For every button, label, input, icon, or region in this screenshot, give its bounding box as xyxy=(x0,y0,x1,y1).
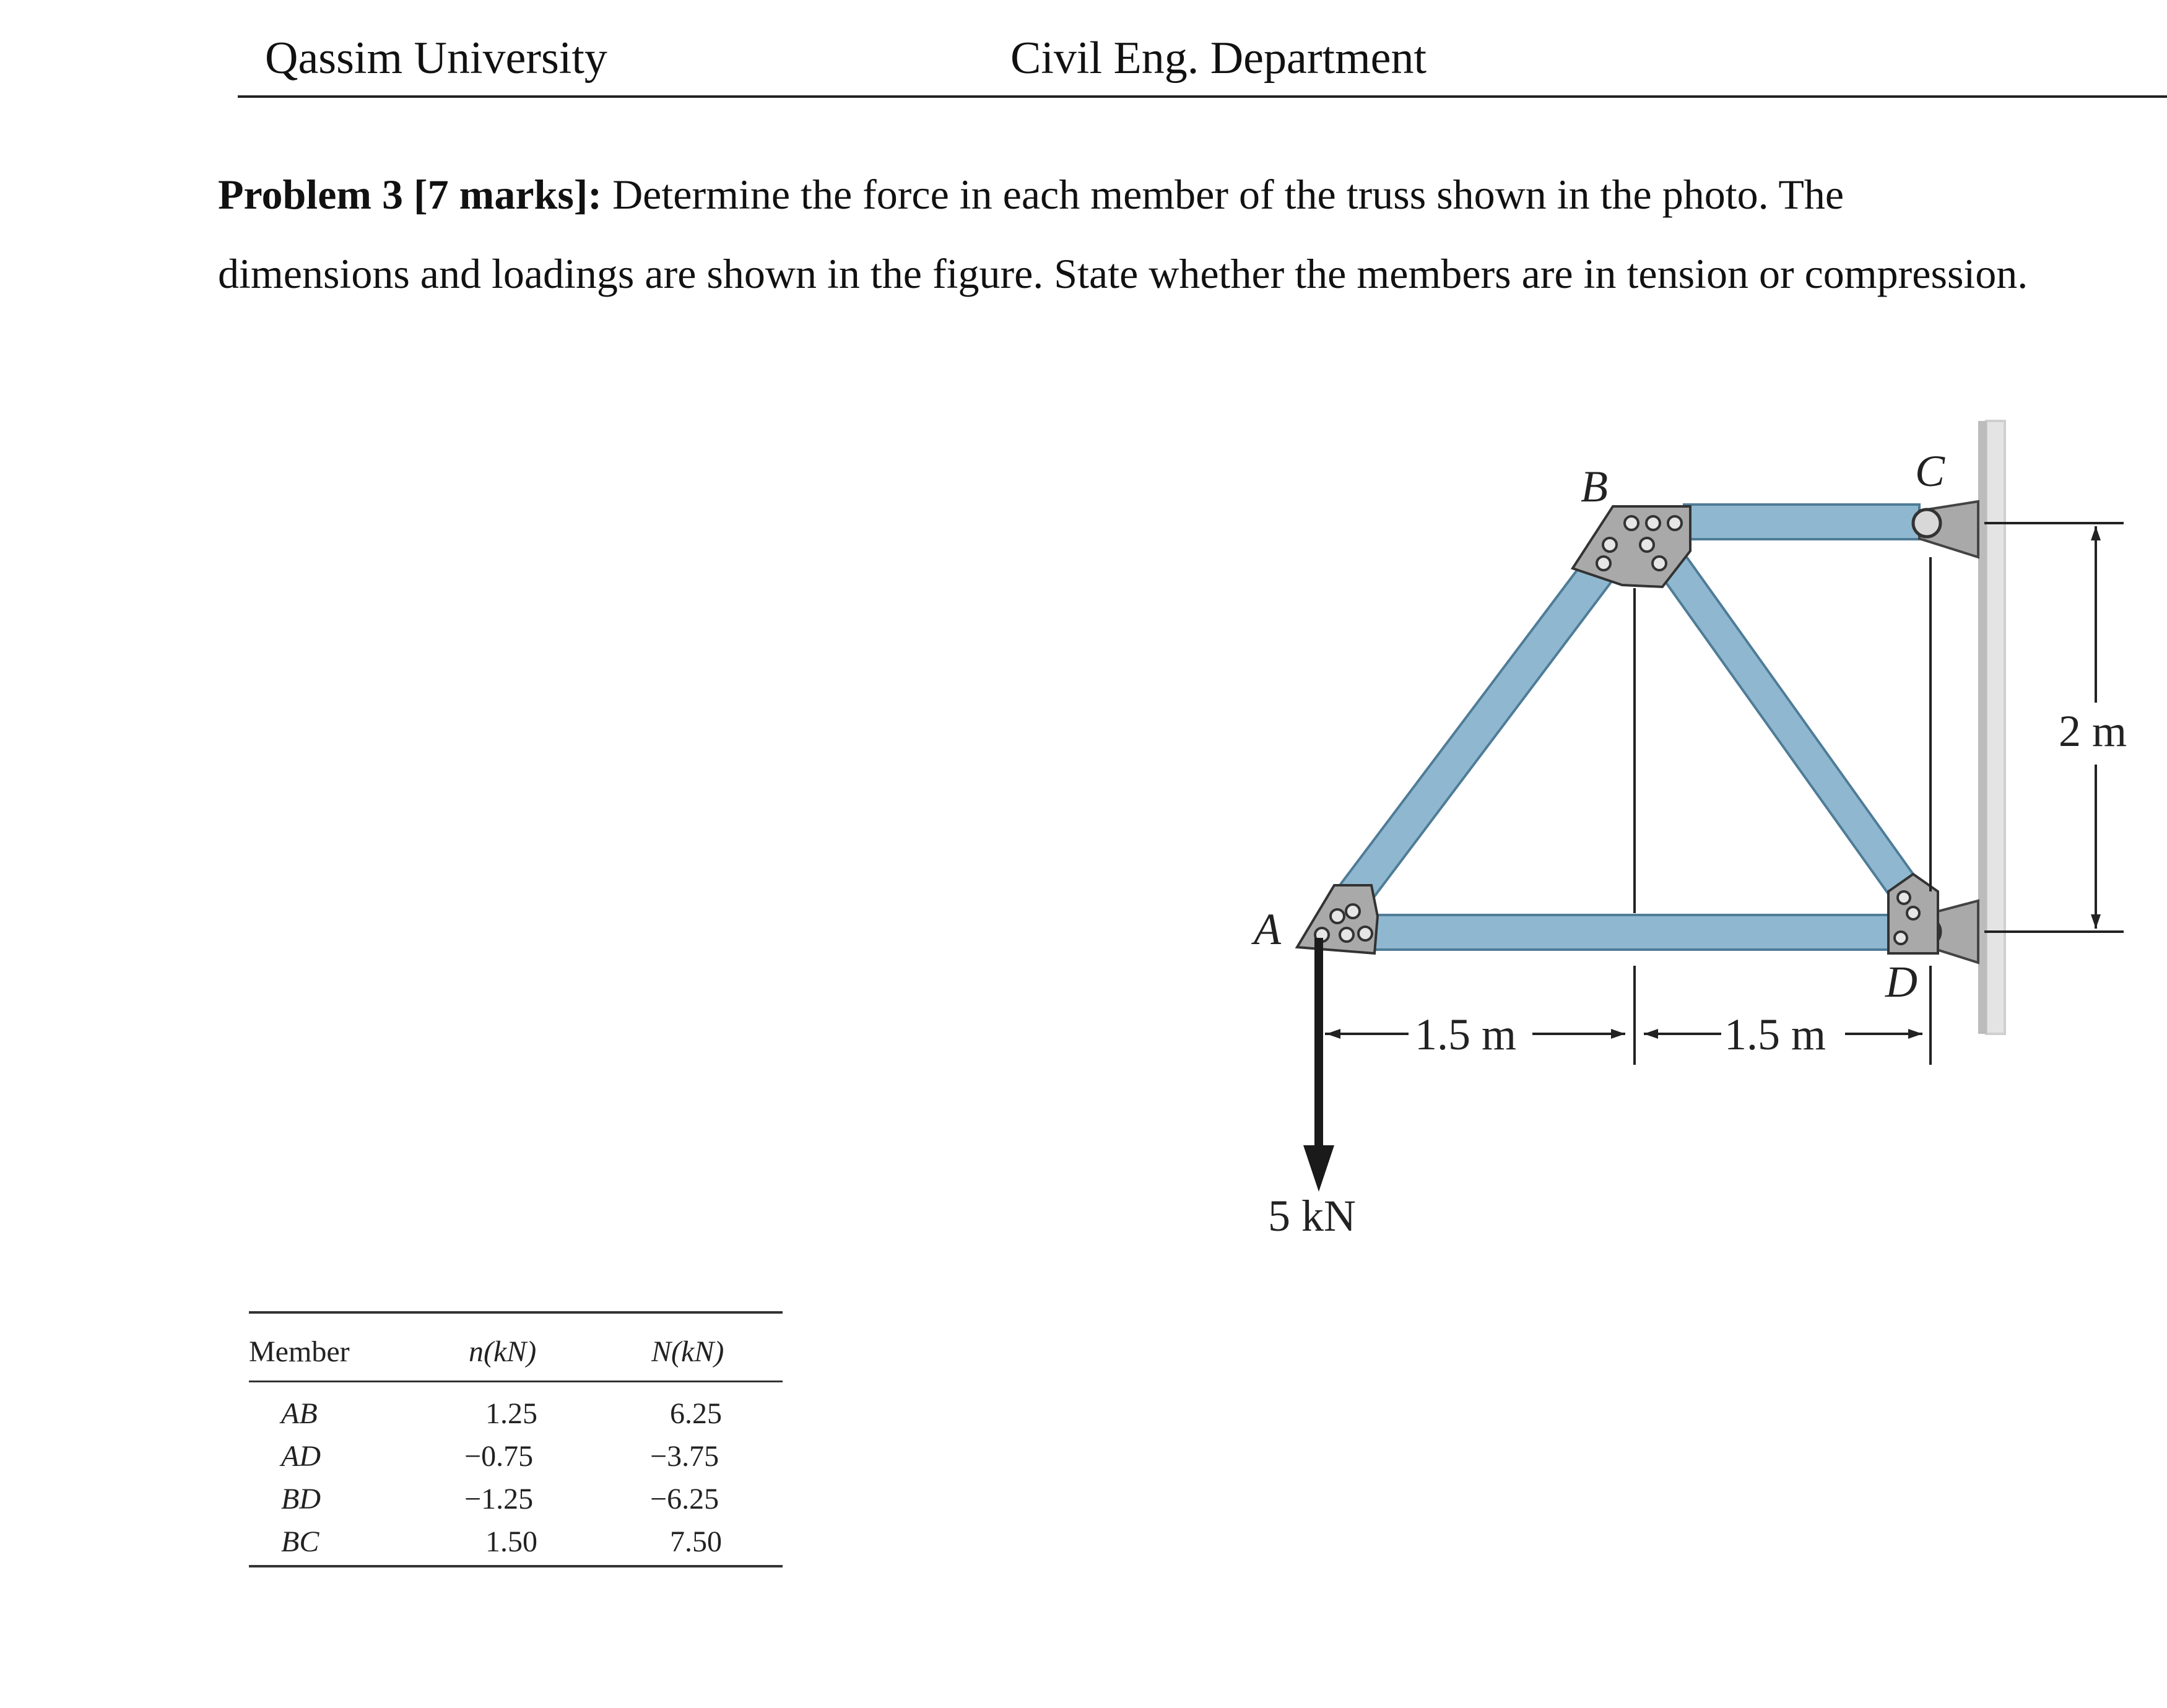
table-cell-big-n: 7.50 xyxy=(670,1525,722,1558)
load-label: 5 kN xyxy=(1268,1191,1356,1241)
member-ad xyxy=(1368,915,1913,950)
university-name: Qassim University xyxy=(265,33,607,84)
joint-label-a: A xyxy=(1254,904,1281,954)
table-rule-mid xyxy=(249,1381,783,1382)
table-header-big-n: N(kN) xyxy=(651,1335,724,1368)
table-header-member: Member xyxy=(249,1335,350,1368)
problem-title: Problem 3 [7 marks]: xyxy=(218,171,602,218)
wall xyxy=(1986,421,2005,1034)
member-bd xyxy=(1650,545,1926,907)
dimension-label-left: 1.5 m xyxy=(1415,1010,1517,1059)
member-ab xyxy=(1328,545,1625,919)
joint-label-d: D xyxy=(1885,957,1917,1007)
table-cell-member: BD xyxy=(281,1483,321,1515)
table-cell-member: AB xyxy=(281,1397,318,1430)
table-cell-big-n: −6.25 xyxy=(650,1483,719,1515)
table-cell-n: 1.25 xyxy=(485,1397,537,1430)
department-name: Civil Eng. Department xyxy=(1010,33,1427,84)
wall-edge xyxy=(1978,421,1987,1034)
member-bc xyxy=(1684,505,1919,539)
table-rule-top xyxy=(249,1311,783,1314)
table-rule-bottom xyxy=(249,1565,783,1567)
pin-c xyxy=(1913,509,1940,537)
table-cell-big-n: −3.75 xyxy=(650,1440,719,1473)
dimension-label-height: 2 m xyxy=(2059,706,2127,756)
table-cell-member: AD xyxy=(281,1440,321,1473)
table-cell-member: BC xyxy=(281,1525,319,1558)
table-cell-n: −0.75 xyxy=(464,1440,534,1473)
dimension-label-right: 1.5 m xyxy=(1724,1010,1826,1059)
joint-label-b: B xyxy=(1581,462,1608,511)
problem-text: Determine the force in each member of the truss shown in the photo. The dimensions and loadings are shown in the figure. State whether the members are in tension or compression. xyxy=(218,171,2028,297)
table-cell-big-n: 6.25 xyxy=(670,1397,722,1430)
load-arrow-head xyxy=(1303,1145,1334,1192)
table-cell-n: 1.50 xyxy=(485,1525,537,1558)
joint-label-c: C xyxy=(1915,446,1945,496)
table-cell-n: −1.25 xyxy=(464,1483,534,1515)
table-header-n: n(kN) xyxy=(469,1335,537,1368)
